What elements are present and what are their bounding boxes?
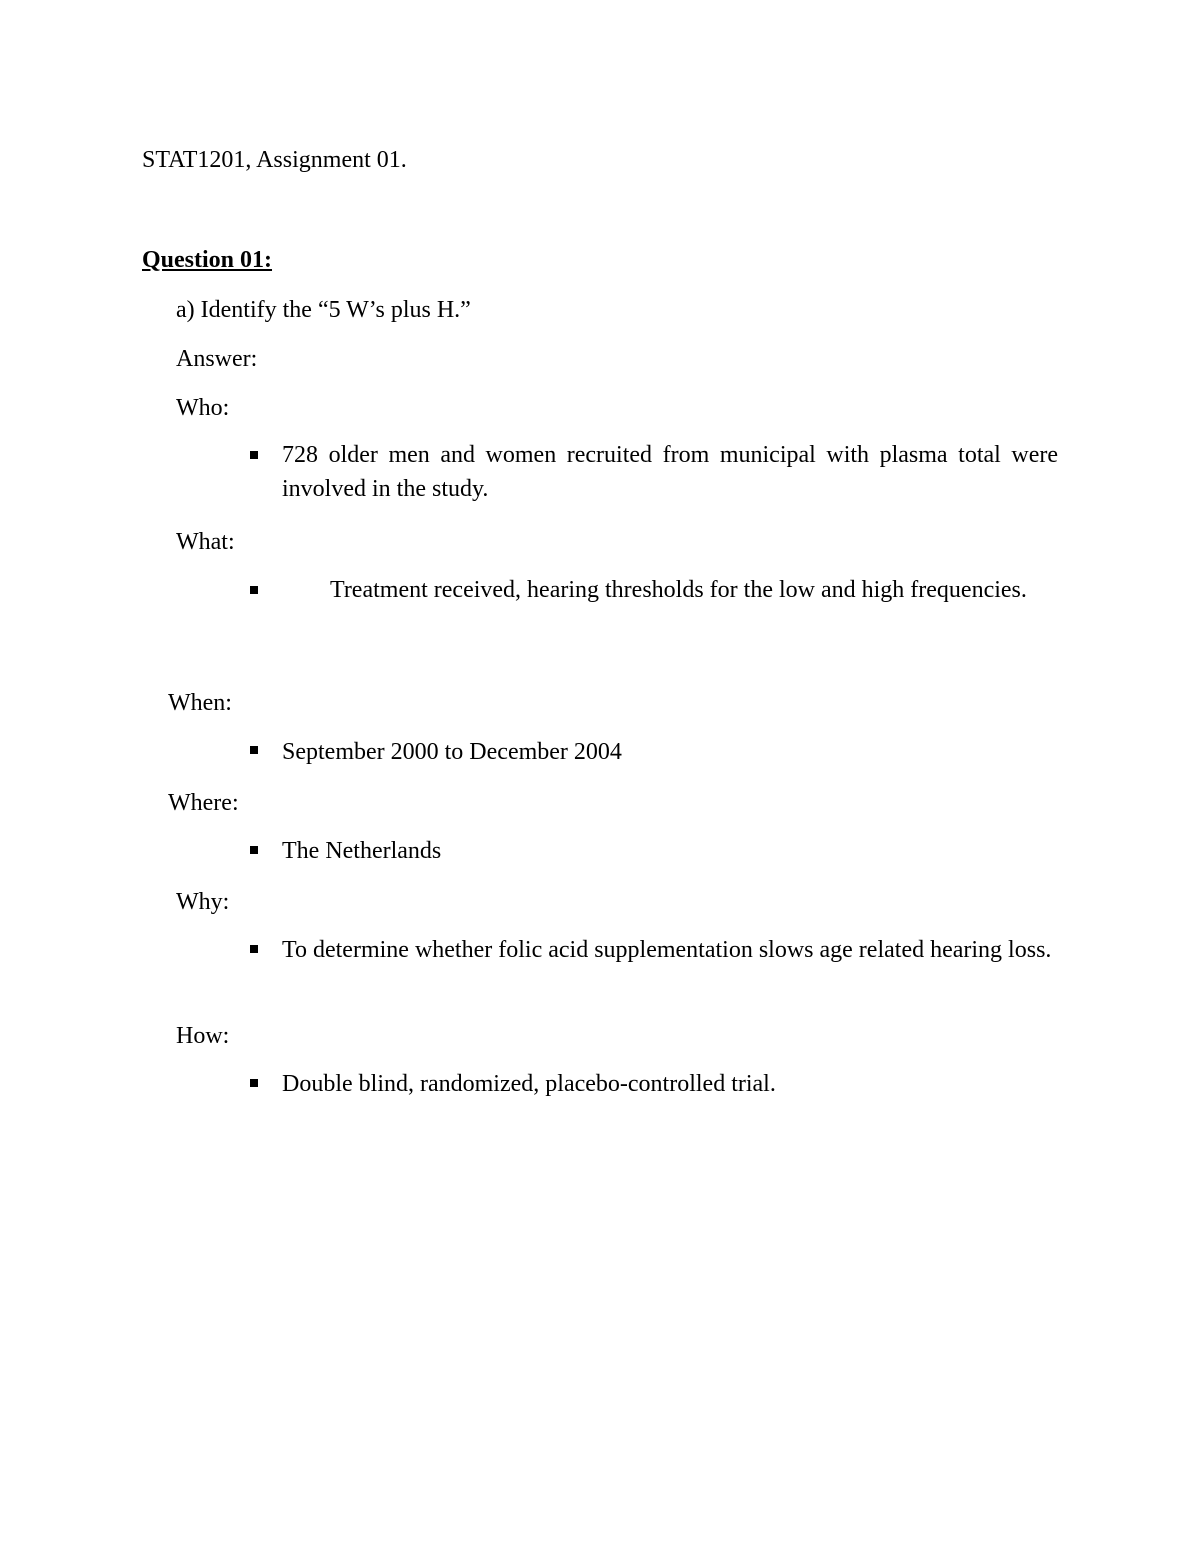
bullet-text-when: September 2000 to December 2004 [282, 739, 622, 765]
section-label-why: Why: [176, 889, 230, 915]
section-label-when: When: [168, 690, 232, 716]
section-label-where: Where: [168, 790, 239, 816]
bullet-text-where: The Netherlands [282, 838, 442, 864]
bullet-text-what: Treatment received, hearing thresholds for the low and high frequencies. [330, 577, 1027, 603]
section-label-how: How: [176, 1023, 230, 1049]
question-heading: Question 01: [142, 247, 273, 273]
section-label-who: Who: [176, 395, 230, 421]
bullet-square-icon [250, 846, 258, 854]
bullet-text-how: Double blind, randomized, placebo-controlled trial. [282, 1071, 776, 1097]
section-label-what: What: [176, 529, 235, 555]
answer-label: Answer: [176, 346, 258, 372]
bullet-square-icon [250, 746, 258, 754]
bullet-square-icon [250, 945, 258, 953]
document-header: STAT1201, Assignment 01. [142, 147, 407, 173]
bullet-square-icon [250, 586, 258, 594]
bullet-square-icon [250, 1079, 258, 1087]
part-a-prompt: a) Identify the “5 W’s plus H.” [176, 297, 471, 323]
bullet-text-who: 728 older men and women recruited from municipal with plasma total were involved in the study. [282, 442, 1058, 502]
bullet-text-why: To determine whether folic acid supplementation slows age related hearing loss. [282, 937, 1052, 963]
bullet-square-icon [250, 451, 258, 459]
